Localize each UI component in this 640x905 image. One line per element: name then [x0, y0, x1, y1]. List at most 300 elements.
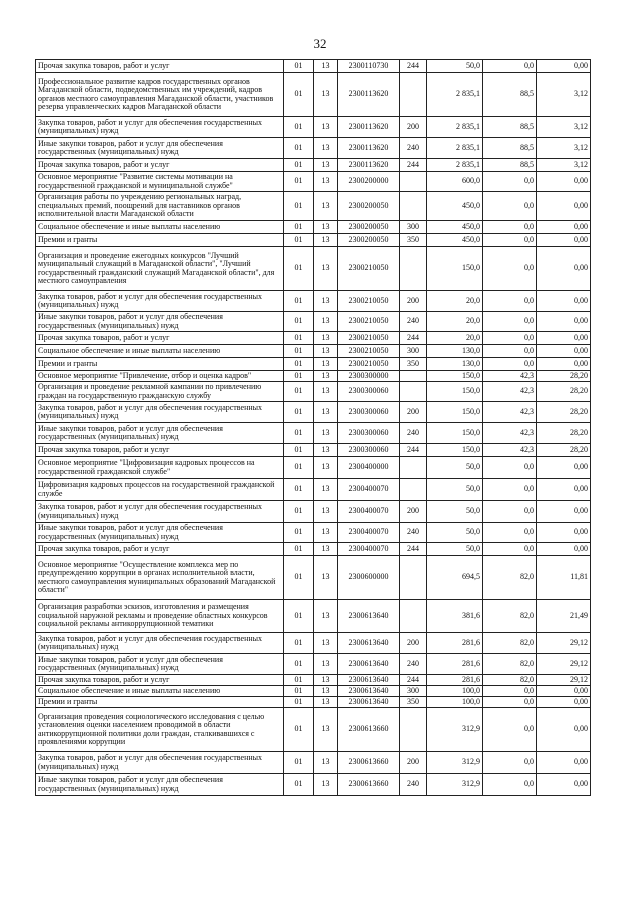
row-percent: 0,00 — [537, 697, 591, 708]
row-ministry-code: 01 — [284, 457, 314, 479]
row-percent: 0,00 — [537, 332, 591, 345]
row-percent: 0,00 — [537, 543, 591, 556]
row-target-code: 2300300060 — [338, 402, 400, 423]
row-percent: 0,00 — [537, 192, 591, 221]
row-executed-amount: 0,0 — [483, 345, 537, 358]
table-row — [36, 556, 591, 600]
row-planned-amount: 281,6 — [427, 633, 483, 654]
row-ministry-code: 01 — [284, 234, 314, 247]
row-section-code: 13 — [314, 192, 338, 221]
row-name: Организация работы по учреждению региональных наград, специальных премий, поощрений для наставников органов исполнительной власти Магаданской области — [36, 192, 284, 221]
table-row — [36, 686, 591, 697]
row-executed-amount: 0,0 — [483, 523, 537, 543]
row-target-code: 2300400070 — [338, 479, 400, 501]
row-executed-amount: 0,0 — [483, 234, 537, 247]
row-executed-amount: 0,0 — [483, 686, 537, 697]
table-row — [36, 382, 591, 402]
row-name: Прочая закупка товаров, работ и услуг — [36, 675, 284, 686]
row-percent: 28,20 — [537, 382, 591, 402]
row-section-code: 13 — [314, 708, 338, 752]
row-expense-type: 300 — [400, 221, 427, 234]
table-row — [36, 708, 591, 752]
row-executed-amount: 42,3 — [483, 371, 537, 382]
row-name: Иные закупки товаров, работ и услуг для обеспечения государственных (муниципальных) нужд — [36, 312, 284, 332]
row-name: Прочая закупка товаров, работ и услуг — [36, 60, 284, 73]
row-ministry-code: 01 — [284, 358, 314, 371]
row-name: Иные закупки товаров, работ и услуг для обеспечения государственных (муниципальных) нужд — [36, 138, 284, 159]
row-ministry-code: 01 — [284, 543, 314, 556]
row-planned-amount: 312,9 — [427, 708, 483, 752]
row-ministry-code: 01 — [284, 675, 314, 686]
row-section-code: 13 — [314, 221, 338, 234]
row-executed-amount: 82,0 — [483, 654, 537, 675]
row-section-code: 13 — [314, 247, 338, 291]
row-expense-type: 300 — [400, 345, 427, 358]
table-row — [36, 60, 591, 73]
row-executed-amount: 0,0 — [483, 774, 537, 796]
table-row — [36, 654, 591, 675]
row-ministry-code: 01 — [284, 501, 314, 523]
row-section-code: 13 — [314, 752, 338, 774]
row-executed-amount: 0,0 — [483, 501, 537, 523]
row-section-code: 13 — [314, 697, 338, 708]
row-target-code: 2300210050 — [338, 291, 400, 312]
row-executed-amount: 88,5 — [483, 138, 537, 159]
row-expense-type: 244 — [400, 675, 427, 686]
row-expense-type: 200 — [400, 752, 427, 774]
row-target-code: 2300210050 — [338, 358, 400, 371]
row-section-code: 13 — [314, 444, 338, 457]
row-target-code: 2300200000 — [338, 172, 400, 192]
row-section-code: 13 — [314, 479, 338, 501]
row-percent: 29,12 — [537, 675, 591, 686]
row-percent: 0,00 — [537, 479, 591, 501]
row-expense-type: 350 — [400, 358, 427, 371]
row-expense-type — [400, 172, 427, 192]
row-expense-type — [400, 708, 427, 752]
row-percent: 28,20 — [537, 444, 591, 457]
row-section-code: 13 — [314, 291, 338, 312]
row-planned-amount: 100,0 — [427, 686, 483, 697]
table-row — [36, 247, 591, 291]
table-row — [36, 633, 591, 654]
row-name: Премии и гранты — [36, 358, 284, 371]
table-row — [36, 234, 591, 247]
table-row — [36, 138, 591, 159]
row-target-code: 2300113620 — [338, 159, 400, 172]
row-name: Премии и гранты — [36, 234, 284, 247]
row-executed-amount: 0,0 — [483, 192, 537, 221]
row-expense-type — [400, 371, 427, 382]
row-section-code: 13 — [314, 117, 338, 138]
row-ministry-code: 01 — [284, 247, 314, 291]
row-expense-type: 240 — [400, 523, 427, 543]
budget-table — [35, 59, 591, 796]
row-target-code: 2300600000 — [338, 556, 400, 600]
row-ministry-code: 01 — [284, 291, 314, 312]
row-target-code: 2300613660 — [338, 708, 400, 752]
row-planned-amount: 20,0 — [427, 291, 483, 312]
row-ministry-code: 01 — [284, 479, 314, 501]
row-ministry-code: 01 — [284, 444, 314, 457]
row-ministry-code: 01 — [284, 117, 314, 138]
row-planned-amount: 2 835,1 — [427, 159, 483, 172]
row-planned-amount: 150,0 — [427, 247, 483, 291]
row-percent: 0,00 — [537, 172, 591, 192]
row-planned-amount: 150,0 — [427, 382, 483, 402]
row-target-code: 2300200050 — [338, 234, 400, 247]
row-target-code: 2300200050 — [338, 192, 400, 221]
row-executed-amount: 0,0 — [483, 221, 537, 234]
row-ministry-code: 01 — [284, 345, 314, 358]
row-percent: 0,00 — [537, 221, 591, 234]
row-name: Социальное обеспечение и иные выплаты населению — [36, 221, 284, 234]
row-ministry-code: 01 — [284, 312, 314, 332]
row-section-code: 13 — [314, 654, 338, 675]
row-percent: 0,00 — [537, 312, 591, 332]
row-executed-amount: 0,0 — [483, 291, 537, 312]
row-ministry-code: 01 — [284, 332, 314, 345]
row-executed-amount: 0,0 — [483, 247, 537, 291]
row-planned-amount: 130,0 — [427, 345, 483, 358]
row-target-code: 2300400070 — [338, 543, 400, 556]
row-expense-type — [400, 600, 427, 633]
table-row — [36, 192, 591, 221]
row-name: Закупка товаров, работ и услуг для обеспечения государственных (муниципальных) нужд — [36, 752, 284, 774]
table-row — [36, 172, 591, 192]
row-ministry-code: 01 — [284, 172, 314, 192]
row-name: Закупка товаров, работ и услуг для обеспечения государственных (муниципальных) нужд — [36, 501, 284, 523]
table-row — [36, 371, 591, 382]
page-number: 32 — [313, 36, 327, 51]
row-name: Иные закупки товаров, работ и услуг для обеспечения государственных (муниципальных) нужд — [36, 654, 284, 675]
row-percent: 29,12 — [537, 633, 591, 654]
row-planned-amount: 130,0 — [427, 358, 483, 371]
row-target-code: 2300400070 — [338, 501, 400, 523]
row-planned-amount: 312,9 — [427, 752, 483, 774]
row-target-code: 2300613640 — [338, 654, 400, 675]
row-executed-amount: 0,0 — [483, 358, 537, 371]
row-planned-amount: 150,0 — [427, 371, 483, 382]
row-percent: 28,20 — [537, 423, 591, 444]
row-percent: 0,00 — [537, 523, 591, 543]
row-expense-type: 240 — [400, 312, 427, 332]
row-target-code: 2300400000 — [338, 457, 400, 479]
row-planned-amount: 450,0 — [427, 221, 483, 234]
row-percent: 0,00 — [537, 345, 591, 358]
table-row — [36, 523, 591, 543]
row-target-code: 2300113620 — [338, 73, 400, 117]
row-expense-type — [400, 192, 427, 221]
row-ministry-code: 01 — [284, 654, 314, 675]
row-name: Прочая закупка товаров, работ и услуг — [36, 543, 284, 556]
row-percent: 3,12 — [537, 117, 591, 138]
row-target-code: 2300613640 — [338, 633, 400, 654]
row-name: Закупка товаров, работ и услуг для обеспечения государственных (муниципальных) нужд — [36, 291, 284, 312]
row-section-code: 13 — [314, 523, 338, 543]
row-executed-amount: 88,5 — [483, 159, 537, 172]
row-ministry-code: 01 — [284, 402, 314, 423]
row-name: Организация и проведение рекламной кампании по привлечению граждан на государственную гражданскую службу — [36, 382, 284, 402]
table-row — [36, 312, 591, 332]
row-planned-amount: 20,0 — [427, 312, 483, 332]
row-target-code: 2300210050 — [338, 312, 400, 332]
row-planned-amount: 2 835,1 — [427, 138, 483, 159]
table-row — [36, 457, 591, 479]
row-name: Закупка товаров, работ и услуг для обеспечения государственных (муниципальных) нужд — [36, 117, 284, 138]
table-row — [36, 501, 591, 523]
row-executed-amount: 42,3 — [483, 402, 537, 423]
row-expense-type: 200 — [400, 633, 427, 654]
row-planned-amount: 20,0 — [427, 332, 483, 345]
row-expense-type: 300 — [400, 686, 427, 697]
row-section-code: 13 — [314, 73, 338, 117]
row-target-code: 2300613640 — [338, 697, 400, 708]
row-ministry-code: 01 — [284, 73, 314, 117]
row-executed-amount: 42,3 — [483, 423, 537, 444]
row-target-code: 2300210050 — [338, 332, 400, 345]
row-expense-type: 200 — [400, 501, 427, 523]
row-name: Иные закупки товаров, работ и услуг для обеспечения государственных (муниципальных) нужд — [36, 774, 284, 796]
row-target-code: 2300200050 — [338, 221, 400, 234]
row-name: Основное мероприятие "Привлечение, отбор и оценка кадров" — [36, 371, 284, 382]
row-expense-type: 200 — [400, 291, 427, 312]
row-section-code: 13 — [314, 159, 338, 172]
row-percent: 0,00 — [537, 60, 591, 73]
row-expense-type: 240 — [400, 138, 427, 159]
row-planned-amount: 50,0 — [427, 457, 483, 479]
row-expense-type: 244 — [400, 332, 427, 345]
row-planned-amount: 100,0 — [427, 697, 483, 708]
row-target-code: 2300613640 — [338, 600, 400, 633]
table-row — [36, 697, 591, 708]
row-name: Иные закупки товаров, работ и услуг для обеспечения государственных (муниципальных) нужд — [36, 523, 284, 543]
row-planned-amount: 50,0 — [427, 479, 483, 501]
table-row — [36, 543, 591, 556]
row-name: Прочая закупка товаров, работ и услуг — [36, 444, 284, 457]
table-row — [36, 675, 591, 686]
row-percent: 21,49 — [537, 600, 591, 633]
row-planned-amount: 150,0 — [427, 423, 483, 444]
row-ministry-code: 01 — [284, 523, 314, 543]
row-target-code: 2300613660 — [338, 752, 400, 774]
row-expense-type: 244 — [400, 60, 427, 73]
row-planned-amount: 694,5 — [427, 556, 483, 600]
row-executed-amount: 0,0 — [483, 697, 537, 708]
row-percent: 0,00 — [537, 708, 591, 752]
row-name: Социальное обеспечение и иные выплаты населению — [36, 345, 284, 358]
row-percent: 3,12 — [537, 73, 591, 117]
row-ministry-code: 01 — [284, 159, 314, 172]
row-ministry-code: 01 — [284, 600, 314, 633]
row-executed-amount: 88,5 — [483, 117, 537, 138]
table-row — [36, 358, 591, 371]
row-percent: 0,00 — [537, 752, 591, 774]
row-percent: 0,00 — [537, 686, 591, 697]
table-row — [36, 402, 591, 423]
row-ministry-code: 01 — [284, 221, 314, 234]
row-expense-type — [400, 457, 427, 479]
row-executed-amount: 82,0 — [483, 633, 537, 654]
row-planned-amount: 50,0 — [427, 523, 483, 543]
row-ministry-code: 01 — [284, 423, 314, 444]
row-executed-amount: 0,0 — [483, 479, 537, 501]
row-ministry-code: 01 — [284, 382, 314, 402]
row-target-code: 2300613640 — [338, 686, 400, 697]
table-row — [36, 117, 591, 138]
row-expense-type: 350 — [400, 697, 427, 708]
row-section-code: 13 — [314, 774, 338, 796]
row-name: Цифровизация кадровых процессов на государственной гражданской службе — [36, 479, 284, 501]
table-row — [36, 600, 591, 633]
row-expense-type — [400, 479, 427, 501]
row-section-code: 13 — [314, 345, 338, 358]
row-planned-amount: 281,6 — [427, 654, 483, 675]
row-section-code: 13 — [314, 138, 338, 159]
row-name: Социальное обеспечение и иные выплаты населению — [36, 686, 284, 697]
row-percent: 3,12 — [537, 159, 591, 172]
row-section-code: 13 — [314, 686, 338, 697]
row-name: Основное мероприятие "Развитие системы мотивации на государственной гражданской и муниципальной службе" — [36, 172, 284, 192]
row-section-code: 13 — [314, 633, 338, 654]
row-name: Организация разработки эскизов, изготовления и размещения социальной наружной рекламы и проведение областных конкурсов социальной рекламы антикоррупционной тематики — [36, 600, 284, 633]
table-row — [36, 752, 591, 774]
row-expense-type: 240 — [400, 774, 427, 796]
row-target-code: 2300300060 — [338, 444, 400, 457]
row-name: Основное мероприятие "Осуществление комплекса мер по предупреждению коррупции в органах исполнительной власти, местного самоуправления муниципальных образований Магаданской области" — [36, 556, 284, 600]
row-percent: 29,12 — [537, 654, 591, 675]
row-section-code: 13 — [314, 332, 338, 345]
row-percent: 0,00 — [537, 501, 591, 523]
row-name: Прочая закупка товаров, работ и услуг — [36, 159, 284, 172]
row-section-code: 13 — [314, 457, 338, 479]
row-percent: 11,81 — [537, 556, 591, 600]
table-row — [36, 444, 591, 457]
table-row — [36, 332, 591, 345]
row-ministry-code: 01 — [284, 752, 314, 774]
row-planned-amount: 50,0 — [427, 60, 483, 73]
row-ministry-code: 01 — [284, 708, 314, 752]
row-name: Основное мероприятие "Цифровизация кадровых процессов на государственной гражданской службе" — [36, 457, 284, 479]
row-planned-amount: 50,0 — [427, 543, 483, 556]
row-expense-type: 244 — [400, 159, 427, 172]
row-executed-amount: 0,0 — [483, 457, 537, 479]
row-section-code: 13 — [314, 234, 338, 247]
row-target-code: 2300113620 — [338, 117, 400, 138]
row-planned-amount: 312,9 — [427, 774, 483, 796]
row-planned-amount: 150,0 — [427, 402, 483, 423]
row-executed-amount: 0,0 — [483, 60, 537, 73]
row-target-code: 2300110730 — [338, 60, 400, 73]
table-row — [36, 291, 591, 312]
row-target-code: 2300613640 — [338, 675, 400, 686]
row-section-code: 13 — [314, 402, 338, 423]
row-target-code: 2300300060 — [338, 423, 400, 444]
row-executed-amount: 88,5 — [483, 73, 537, 117]
row-ministry-code: 01 — [284, 192, 314, 221]
table-row — [36, 423, 591, 444]
row-planned-amount: 2 835,1 — [427, 117, 483, 138]
row-name: Организация и проведение ежегодных конкурсов "Лучший муниципальный служащий в Магаданской области", "Лучший государственный гражданский служащий Магаданской области", для местного самоуправления — [36, 247, 284, 291]
row-expense-type: 200 — [400, 117, 427, 138]
row-executed-amount: 0,0 — [483, 752, 537, 774]
row-target-code: 2300300000 — [338, 371, 400, 382]
row-executed-amount: 0,0 — [483, 312, 537, 332]
row-ministry-code: 01 — [284, 556, 314, 600]
row-percent: 0,00 — [537, 358, 591, 371]
row-ministry-code: 01 — [284, 686, 314, 697]
row-section-code: 13 — [314, 60, 338, 73]
row-planned-amount: 450,0 — [427, 192, 483, 221]
row-ministry-code: 01 — [284, 60, 314, 73]
row-target-code: 2300210050 — [338, 345, 400, 358]
row-expense-type — [400, 247, 427, 291]
table-row — [36, 774, 591, 796]
row-ministry-code: 01 — [284, 138, 314, 159]
row-executed-amount: 82,0 — [483, 556, 537, 600]
row-executed-amount: 0,0 — [483, 332, 537, 345]
row-percent: 0,00 — [537, 774, 591, 796]
row-name: Иные закупки товаров, работ и услуг для обеспечения государственных (муниципальных) нужд — [36, 423, 284, 444]
row-executed-amount: 42,3 — [483, 382, 537, 402]
row-section-code: 13 — [314, 312, 338, 332]
row-expense-type: 240 — [400, 654, 427, 675]
row-section-code: 13 — [314, 423, 338, 444]
row-planned-amount: 50,0 — [427, 501, 483, 523]
row-executed-amount: 0,0 — [483, 543, 537, 556]
row-ministry-code: 01 — [284, 697, 314, 708]
row-expense-type: 350 — [400, 234, 427, 247]
row-section-code: 13 — [314, 371, 338, 382]
row-percent: 28,20 — [537, 371, 591, 382]
row-section-code: 13 — [314, 172, 338, 192]
row-section-code: 13 — [314, 600, 338, 633]
row-target-code: 2300400070 — [338, 523, 400, 543]
row-percent: 0,00 — [537, 457, 591, 479]
table-body — [36, 60, 591, 796]
row-section-code: 13 — [314, 543, 338, 556]
row-section-code: 13 — [314, 556, 338, 600]
row-planned-amount: 150,0 — [427, 444, 483, 457]
row-planned-amount: 450,0 — [427, 234, 483, 247]
table-row — [36, 159, 591, 172]
row-percent: 0,00 — [537, 234, 591, 247]
row-target-code: 2300113620 — [338, 138, 400, 159]
row-name: Прочая закупка товаров, работ и услуг — [36, 332, 284, 345]
row-section-code: 13 — [314, 382, 338, 402]
row-planned-amount: 281,6 — [427, 675, 483, 686]
row-target-code: 2300210050 — [338, 247, 400, 291]
row-target-code: 2300300060 — [338, 382, 400, 402]
row-percent: 0,00 — [537, 291, 591, 312]
table-row — [36, 479, 591, 501]
row-name: Профессиональное развитие кадров государственных органов Магаданской области, подведомственных им учреждений, кадров органов местного самоуправления Магаданской области, участников резерва управленческих кадров Магаданской области — [36, 73, 284, 117]
row-name: Закупка товаров, работ и услуг для обеспечения государственных (муниципальных) нужд — [36, 633, 284, 654]
table-row — [36, 73, 591, 117]
row-executed-amount: 0,0 — [483, 172, 537, 192]
row-planned-amount: 600,0 — [427, 172, 483, 192]
row-percent: 0,00 — [537, 247, 591, 291]
row-executed-amount: 0,0 — [483, 708, 537, 752]
row-section-code: 13 — [314, 358, 338, 371]
row-expense-type — [400, 73, 427, 117]
row-name: Премии и гранты — [36, 697, 284, 708]
row-expense-type: 200 — [400, 402, 427, 423]
row-expense-type — [400, 382, 427, 402]
row-ministry-code: 01 — [284, 774, 314, 796]
row-expense-type — [400, 556, 427, 600]
row-percent: 28,20 — [537, 402, 591, 423]
